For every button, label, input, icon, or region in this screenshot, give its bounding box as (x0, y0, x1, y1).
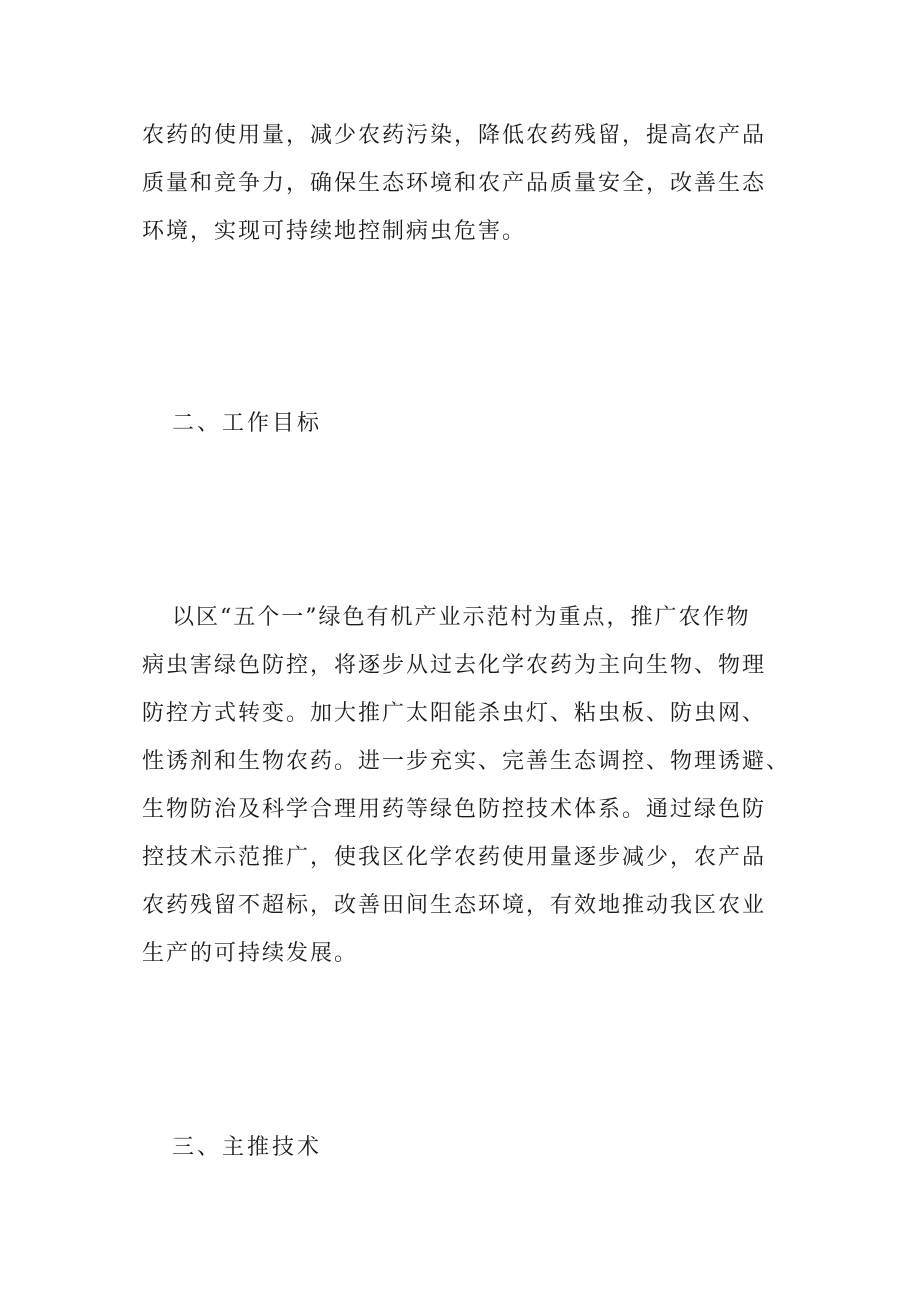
paragraph-line: 以区“五个一”绿色有机产业示范村为重点，推广农作物 (172, 605, 751, 630)
paragraph-line: 生物防治及科学合理用药等绿色防控技术体系。通过绿色防 (142, 797, 767, 822)
paragraph-line: 性诱剂和生物农药。进一步充实、完善生态调控、物理诱避、 (142, 749, 791, 774)
section-heading-main-technologies: 三、主推技术 (172, 1135, 323, 1160)
paragraph-line: 病虫害绿色防控，将逐步从过去化学农药为主向生物、物理 (142, 653, 767, 678)
section-heading-work-goals: 二、工作目标 (172, 411, 323, 436)
paragraph-line: 生产的可持续发展。 (142, 941, 359, 966)
paragraph-line: 农药残留不超标，改善田间生态环境，有效地推动我区农业 (142, 893, 767, 918)
paragraph-line: 防控方式转变。加大推广太阳能杀虫灯、粘虫板、防虫网、 (142, 701, 767, 726)
paragraph-line: 质量和竞争力，确保生态环境和农产品质量安全，改善生态 (142, 171, 767, 196)
paragraph-line: 环境，实现可持续地控制病虫危害。 (142, 219, 527, 244)
paragraph-line: 控技术示范推广，使我区化学农药使用量逐步减少，农产品 (142, 845, 767, 870)
paragraph-work-goals (142, 594, 792, 978)
paragraph-intro-continuation (142, 112, 792, 256)
paragraph-line: 农药的使用量，减少农药污染，降低农药残留，提高农产品 (142, 123, 767, 148)
